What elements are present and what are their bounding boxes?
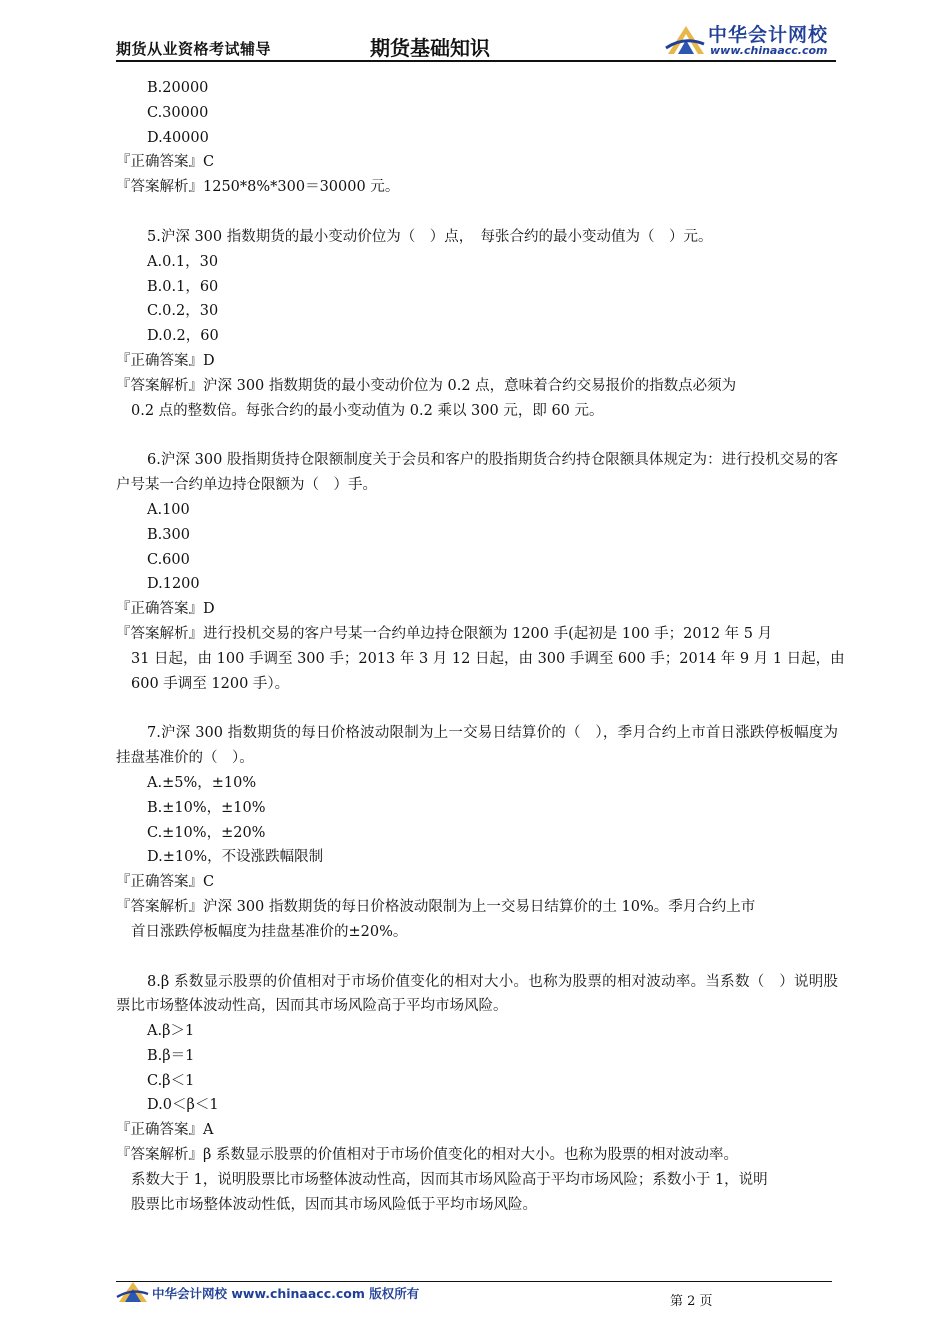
answer-option: A.±5%，±10% [147,774,257,791]
answer-option: D.0＜β＜1 [147,1097,219,1114]
answer-line: 『答案解析』沪深 300 指数期货的每日价格波动限制为上一交易日结算价的土 10%。季月合约上市 [116,898,756,915]
answer-option: B.±10%，±10% [147,799,266,816]
header-divider [116,60,836,62]
answer-option: D.40000 [147,129,209,146]
answer-option: A.β＞1 [147,1023,195,1040]
explanation-continuation: 股票比市场整体波动性低，因而其市场风险低于平均市场风险。 [131,1196,537,1213]
answer-option: B.0.1，60 [147,278,219,295]
explanation-continuation: 首日涨跌停板幅度为挂盘基准价的±20%。 [131,923,408,940]
answer-option: D.±10%，不设涨跌幅限制 [147,849,324,866]
site-logo[interactable] [664,20,836,60]
answer-option: B.20000 [147,80,209,96]
question-text: 8.β 系数显示股票的价值相对于市场价值变化的相对大小。也称为股票的相对波动率。当系数（ ）说明股票比市场整体波动性高，因而其市场风险高于平均市场风险。 [116,973,838,1015]
page-number: 第 2 页 [670,1294,713,1309]
logo-name: 中华会计网校 [708,24,829,46]
answer-option: C.0.2，30 [147,303,219,320]
answer-line: 『正确答案』C [116,874,215,891]
answer-line: 『正确答案』C [116,154,215,171]
explanation-continuation: 600 手调至 1200 手）。 [131,675,290,692]
question-text: 7.沪深 300 指数期货的每日价格波动限制为上一交易日结算价的（ ），季月合约上市首日涨跌停板幅度为挂盘基准价的（ ）。 [116,725,838,767]
answer-option: A.0.1，30 [147,253,219,270]
page-footer [116,1276,836,1316]
explanation-continuation: 31 日起，由 100 手调至 300 手；2013 年 3 月 12 日起，由 300 手调至 600 手；2014 年 9 月 1 日起，由 [131,650,845,667]
answer-option: D.0.2，60 [147,328,219,345]
answer-option: C.±10%，±20% [147,824,266,841]
question-text: 5.沪深 300 指数期货的最小变动价位为（ ）点， 每张合约的最小变动值为（ ）元。 [147,228,713,245]
answer-line: 『正确答案』D [116,601,215,618]
header-left-text: 期货从业资格考试辅导 [116,40,272,58]
answer-line: 『答案解析』1250*8%*300＝30000 元。 [116,179,400,196]
question-text: 6.沪深 300 股指期货持仓限额制度关于会员和客户的股指期货合约持仓限额具体规定为：进行投机交易的客户号某一合约单边持仓限额为（ ）手。 [116,452,838,494]
answer-option: C.600 [147,551,190,568]
answer-option: D.1200 [147,576,200,593]
header-title: 期货基础知识 [370,36,490,60]
answer-option: B.300 [147,526,190,543]
paragraph-gap [116,945,838,970]
answer-line: 『答案解析』β 系数显示股票的价值相对于市场价值变化的相对大小。也称为股票的相对波动率。 [116,1147,738,1164]
answer-option: A.100 [147,501,190,518]
answer-option: C.β＜1 [147,1072,195,1089]
explanation-continuation: 系数大于 1，说明股票比市场整体波动性高，因而其市场风险高于平均市场风险；系数小于 1，说明 [131,1171,768,1188]
answer-option: B.β＝1 [147,1047,195,1064]
footer-copyright: 中华会计网校 www.chinaacc.com 版权所有 [152,1286,420,1301]
answer-option: C.30000 [147,104,209,121]
paragraph-gap [116,696,838,721]
paragraph-gap [116,200,838,225]
explanation-continuation: 0.2 点的整数倍。每张合约的最小变动值为 0.2 乘以 300 元，即 60 元。 [131,402,604,419]
footer-divider [116,1281,832,1282]
page-header [116,20,836,62]
document-body [116,76,845,1217]
logo-mark-icon [664,22,706,56]
answer-line: 『答案解析』进行投机交易的客户号某一合约单边持仓限额为 1200 手(起初是 100 手；2012 年 5 月 [116,625,773,642]
answer-line: 『正确答案』D [116,352,215,369]
logo-url: www.chinaacc.com [710,44,828,57]
paragraph-gap [116,423,838,448]
footer-logo-icon [116,1278,150,1304]
answer-line: 『正确答案』A [116,1122,214,1139]
answer-line: 『答案解析』沪深 300 指数期货的最小变动价位为 0.2 点，意味着合约交易报价的指数点必须为 [116,377,737,394]
